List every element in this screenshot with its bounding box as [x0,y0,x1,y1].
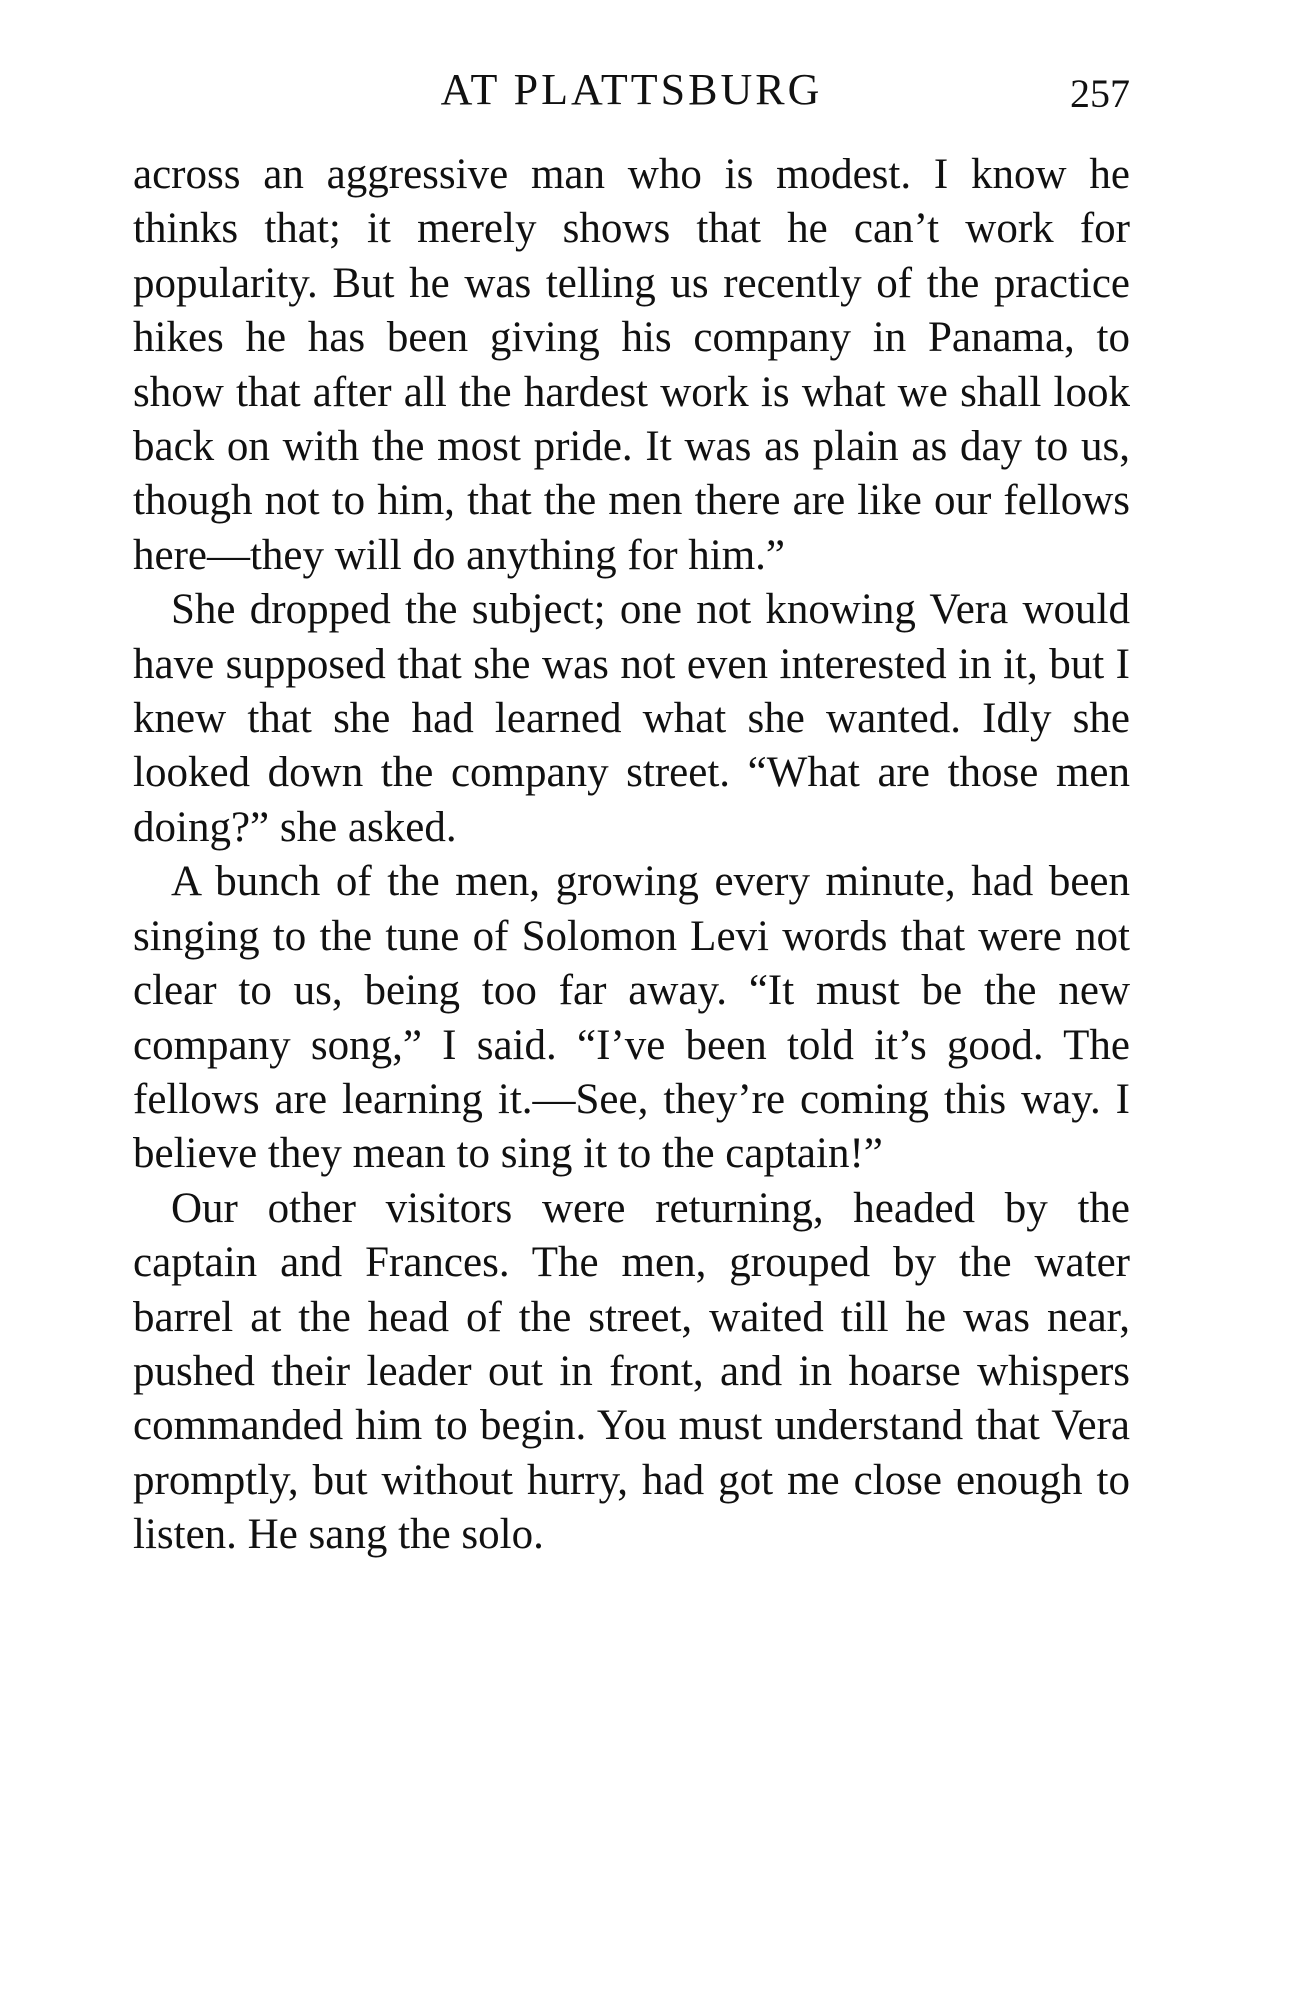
running-title: AT PLATTSBURG [440,65,823,114]
paragraph: She dropped the subject; one not knowing Vera would have supposed that she was not even interested in it, but I knew that she had learned what she wanted. Idly she looked down the company street. “What are those men doing?” she asked. [133,586,1130,851]
running-head [133,60,1130,120]
body-text [133,148,1130,1563]
page-number: 257 [1070,71,1130,116]
paragraph: Our other visitors were returning, headed by the captain and Frances. The men, grouped by the water barrel at the head of the street, waited till he was near, pushed their leader out in front, and in hoarse whispers commanded him to begin. You must understand that Vera promptly, but without hurry, had got me close enough to listen. He sang the solo. [133,1184,1130,1559]
paragraph: A bunch of the men, growing every minute, had been singing to the tune of Solomon Levi words that were not clear to us, being too far away. “It must be the new company song,” I said. “I’ve been told it’s good. The fellows are learning it.—See, they’re coming this way. I believe they mean to sing it to the captain!” [133,858,1130,1178]
paragraph-continued: across an aggressive man who is modest. I know he thinks that; it merely shows that he can’t work for popularity. But he was telling us recently of the practice hikes he has been giving his company in Panama, to show that after all the hardest work is what we shall look back on with the most pride. It was as plain as day to us, though not to him, that the men there are like our fellows here—they will do anything for him.” [133,151,1130,579]
